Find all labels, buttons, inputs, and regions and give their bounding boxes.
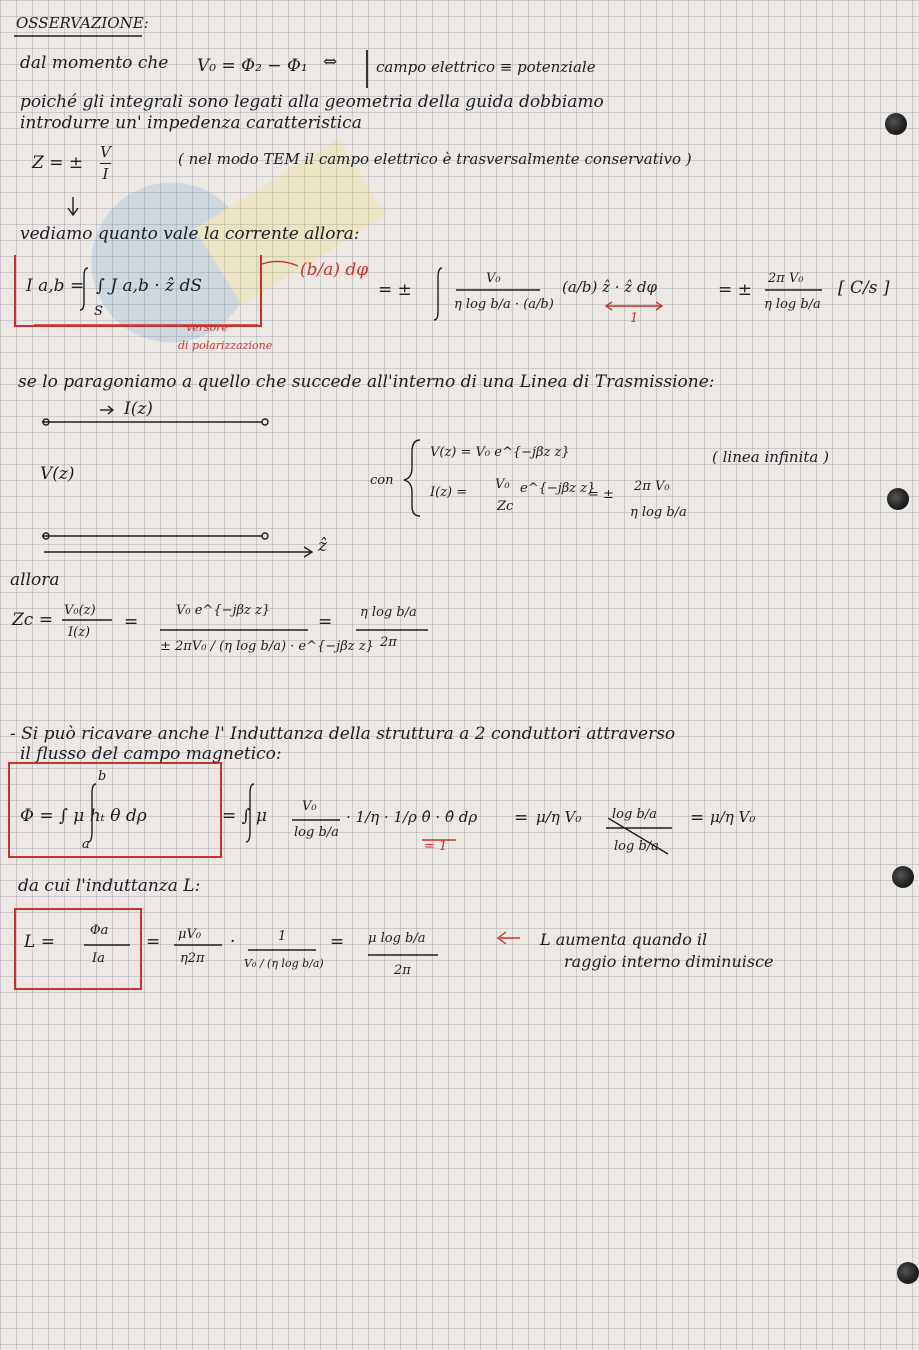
zc-num2: V₀ e^{−jβz z}	[176, 603, 271, 618]
impedance-note: ( nel modo TEM il campo elettrico è trasversalmente conservativo )	[178, 150, 692, 168]
flux-eq1: = ∫ μ	[222, 806, 267, 826]
current-red-factor: (b/a) dφ	[300, 260, 369, 280]
impedance-den: I	[102, 165, 109, 184]
inductance-num4: μ log b/a	[368, 931, 426, 946]
flux-den1: log b/a	[294, 825, 339, 840]
current-sub-S: S	[94, 304, 103, 319]
tline-i-den2: η log b/a	[630, 505, 687, 520]
tline-voltage-label: V(z)	[40, 464, 75, 484]
zc-eq2: =	[318, 612, 333, 632]
tline-v-eq: V(z) = V₀ e^{−jβz z}	[430, 445, 570, 460]
flux-eq2: =	[514, 808, 529, 828]
tline-i-eq2: = ±	[588, 487, 614, 502]
current-lhs: I a,b =	[26, 276, 85, 296]
para1-line1: poiché gli integrali sono legati alla geometria della guida dobbiamo	[20, 92, 604, 112]
flux-den2: log b/a	[614, 839, 659, 854]
current-mid: (a/b) ẑ · ẑ dφ	[562, 278, 658, 296]
line1-arrow: ⇔	[323, 52, 338, 72]
inductance-eq1: =	[146, 932, 161, 952]
flux-lhs: Φ = ∫ μ hₜ θ dρ	[20, 806, 147, 826]
flux-num2: log b/a	[612, 807, 657, 822]
compare-text: se lo paragoniamo a quello che succede all'interno di una Linea di Trasmissione:	[18, 372, 715, 392]
flux-eq3: =	[690, 808, 705, 828]
tline-i-num2: 2π V₀	[634, 479, 670, 494]
current-intro: vediamo quanto vale la corrente allora:	[20, 224, 360, 244]
current-integral: ∫ J a,b · ẑ dS	[96, 276, 203, 296]
inductance-den4: 2π	[394, 963, 411, 978]
flux-upper: b	[98, 769, 107, 784]
current-num1: V₀	[486, 271, 501, 286]
inductance-num2: μV₀	[178, 927, 202, 942]
current-eq2: = ±	[718, 280, 752, 300]
current-den1: η log b/a · (a/b)	[454, 297, 554, 312]
line1-right: campo elettrico ≡ potenziale	[376, 58, 596, 76]
para1-line2: introdurre un' impedenza caratteristica	[20, 113, 362, 133]
inductance-num1: Φa	[90, 923, 109, 938]
zc-num3: η log b/a	[360, 605, 417, 620]
flux-coef: μ/η V₀	[536, 808, 582, 826]
tline-con: con	[370, 473, 394, 488]
current-unit: [ C/s ]	[838, 278, 890, 298]
zc-den2: ± 2πV₀ / (η log b/a) · e^{−jβz z}	[160, 639, 374, 654]
flux-result: μ/η V₀	[710, 808, 756, 826]
tline-i-num: V₀	[495, 477, 510, 492]
induct-intro-line2: il flusso del campo magnetico:	[20, 744, 282, 764]
inductance-times: ·	[230, 932, 236, 952]
tline-axis-label: ẑ	[318, 536, 327, 556]
current-eq1: = ±	[378, 280, 412, 300]
tline-note: ( linea infinita )	[712, 448, 829, 466]
zc-den1: I(z)	[68, 625, 91, 640]
inductance-note1: L aumenta quando il	[540, 930, 708, 949]
inductance-note2: raggio interno diminuisce	[564, 952, 774, 971]
zc-den3: 2π	[380, 635, 397, 650]
allora-text: allora	[10, 570, 60, 590]
inductance-lhs: L =	[24, 932, 55, 952]
da-cui-text: da cui l'induttanza L:	[18, 876, 201, 896]
zc-num1: V₀(z)	[64, 603, 96, 618]
inductance-den1: Ia	[92, 951, 105, 966]
inductance-eq2: =	[330, 932, 345, 952]
versore-label: versore	[186, 321, 229, 334]
flux-num1: V₀	[302, 799, 317, 814]
zc-eq1: =	[124, 612, 139, 632]
tline-i-eq-lhs: I(z) =	[430, 485, 468, 500]
polarizzazione-label: di polarizzazione	[178, 339, 273, 352]
impedance-num: V	[100, 143, 111, 161]
current-red-one: 1	[630, 311, 639, 326]
tline-current-label: I(z)	[124, 399, 153, 419]
inductance-den2: η2π	[180, 951, 205, 966]
flux-red-one: = 1	[424, 839, 448, 854]
flux-lower: a	[82, 837, 90, 852]
line1-prefix: dal momento che	[20, 53, 169, 73]
induct-intro-line1: - Si può ricavare anche l' Induttanza della struttura a 2 conduttori attraverso	[10, 724, 676, 744]
current-den2: η log b/a	[764, 297, 821, 312]
impedance-lhs: Z = ±	[32, 153, 84, 173]
line1-formula: V₀ = Φ₂ − Φ₁	[197, 56, 308, 76]
heading: OSSERVAZIONE:	[16, 14, 149, 32]
inductance-den3: V₀ / (η log b/a)	[244, 957, 324, 970]
inductance-num3: 1	[278, 929, 287, 944]
zc-lhs: Zc =	[12, 610, 53, 630]
impedance-fraction	[100, 144, 111, 184]
tline-i-exp: e^{−jβz z}	[520, 481, 596, 496]
tline-i-den: Zc	[497, 499, 514, 514]
current-num2: 2π V₀	[768, 271, 804, 286]
flux-mid: · 1/η · 1/ρ θ̂ · θ̂ dρ	[346, 808, 478, 826]
